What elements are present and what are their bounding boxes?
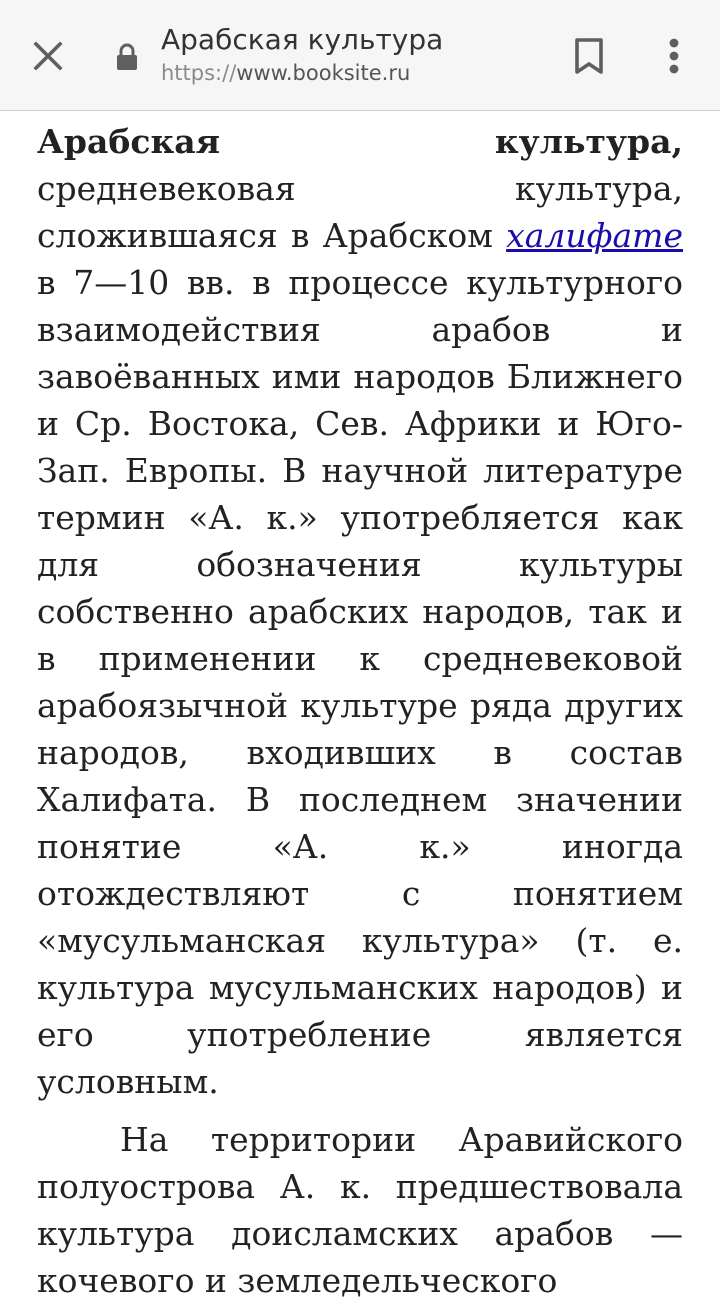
close-button[interactable] — [18, 26, 78, 86]
article-term: Арабская культура, — [37, 122, 683, 161]
page-url — [161, 58, 551, 88]
lock-icon — [113, 40, 141, 74]
url-host: www.booksite.ru — [236, 61, 411, 85]
khalifat-link[interactable]: халифате — [506, 216, 683, 255]
close-icon — [32, 40, 64, 72]
browser-toolbar — [0, 0, 720, 111]
bookmark-icon — [574, 37, 604, 75]
article-paragraph — [37, 118, 683, 1105]
paragraph-text: средневековая культура, сложившаяся в Арабском — [37, 169, 683, 255]
more-menu-button[interactable] — [646, 26, 702, 86]
more-vert-icon — [668, 38, 680, 74]
paragraph-text: На территории Аравийского полуострова А. к. предшествовала культура доисламских арабов — кочевого и земледельческого — [37, 1120, 683, 1300]
url-scheme: https:// — [161, 61, 237, 85]
bookmark-button[interactable] — [560, 26, 618, 86]
page-info[interactable] — [161, 22, 551, 88]
page-title: Арабская культура — [161, 23, 444, 56]
article-paragraph — [37, 1116, 683, 1304]
paragraph-text: в 7—10 вв. в процессе культурного взаимодействия арабов и завоёванных ими народов Ближнего и Ср. Востока, Сев. Африки и Юго-Зап. Европы. В научной литературе термин «А. к.» употребляется как для обозначения культуры собственно арабских народов, так и в применении к средневековой арабоязычной культуре ряда других народов, входивших в состав Халифата. В последнем значении понятие «А. к.» иногда отождествляют с понятием «мусульманская культура» (т. е. культура мусульманских народов) и его употребление является условным. — [37, 263, 683, 1101]
article-body — [37, 118, 683, 1304]
